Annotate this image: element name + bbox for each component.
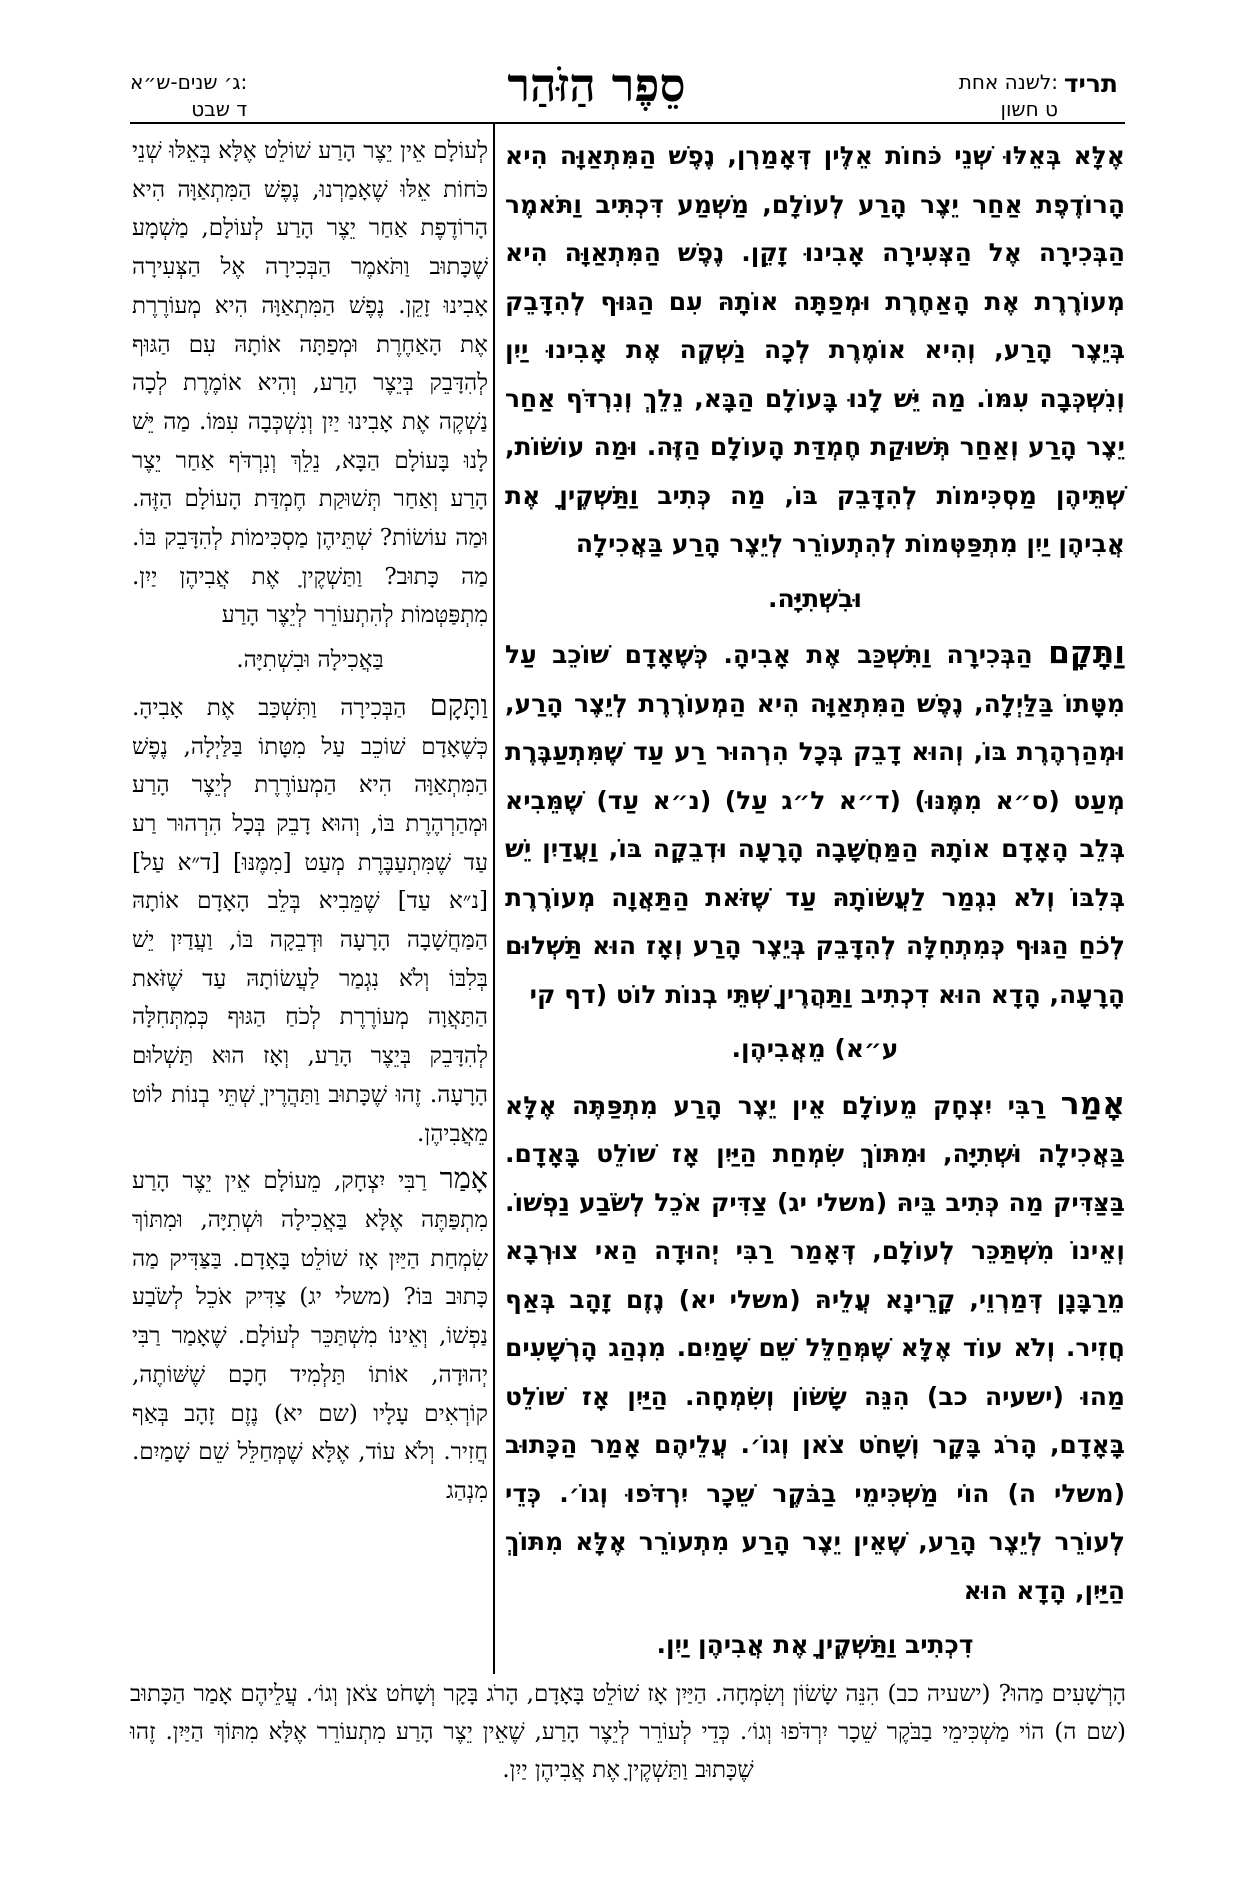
main-paragraph-2-end: ע״א) מֵאֲבִיהֶן. (731, 1034, 899, 1063)
translation-column-text (132, 132, 488, 1511)
side-paragraph (132, 1159, 488, 1510)
study-schedule-right-line2: ט חשון (1000, 97, 1058, 121)
main-paragraph-3-end: דִכְתִיב וַתַּשְׁקֶיןָ אֶת אֲבִיהֶן יַיִן. (656, 1630, 974, 1659)
side-paragraph-3-opening-word: אָמַר (439, 1161, 489, 1196)
side-paragraph-3: רַבִּי יִצְחָק, מֵעוֹלָם אֵין יֵצֶר הָרַע מִתְפַּתֶּה אֶלָּא בַּאֲכִילָה וּשְׁתִיָּה, וּמִתּוֹךְ שִׂמְחַת הַיַּיִן אָז שׁוֹלֵט בָּאָדָם. בַּצַּדִּיק מַה כָּתוּב בּוֹ? (משלי יג) צַדִּיק אֹכֵל לְשֹׂבַע נַפְשׁוֹ, וְאֵינוֹ מִשְׁתַּכֵּר לְעוֹלָם. שֶׁאָמַר רַבִּי יְהוּדָה, אוֹתוֹ תַּלְמִיד חָכָם שֶׁשּׁוֹתֶה, קוֹרְאִים עָלָיו (שם יא) נֶזֶם זָהָב בְּאַף חֲזִיר. וְלֹא עוֹד, אֶלָּא שֶׁמְּחַלֵּל שֵׁם שָׁמַיִם. מִנְהַג (132, 1168, 488, 1504)
side-paragraph (132, 132, 488, 635)
main-paragraph-2: הַבְּכִירָה וַתִּשְׁכַּב אֶת אָבִיהָ. כְּשֶׁאָדָם שׁוֹכֵב עַל מִטָּתוֹ בַּלַּיְלָה, נֶפֶשׁ הַמִּתְאַוָּה הִיא הַמְעוֹרֶרֶת לְיֵצֶר הָרַע, וּמְהַרְהֶרֶת בּוֹ, וְהוּא דָבֵק בְּכָל הִרְהוּר רַע עַד שֶׁמִּתְעַבֶּרֶת מְעַט (ס״א מִמֶּנּוּ) (ד״א ל״ג עַל) (נ״א עַד) שֶׁמֵּבִיא בְּלֵב הָאָדָם אוֹתָהּ הַמַּחֲשָׁבָה הָרָעָה וּדְבֵקָה בּוֹ, וַעֲדַיִן יֵשׁ בְּלִבּוֹ וְלֹא נִגְמַר לַעֲשׂוֹתָהּ עַד שֶׁזֹּאת הַתַּאֲוָה מְעוֹרֶרֶת לְכֹחַ הַגּוּף כְּמִתְחִלָּה לְהִדָּבֵק בְּיֵצֶר הָרַע וְאָז הוּא תַּשְׁלוּם הָרָעָה, הָדָא הוּא דִכְתִיב וַתַּהֲרֶיןָ שְׁתֵּי בְנוֹת לוֹט (דף קי (505, 640, 1125, 1009)
side-paragraph-2: הַבְּכִירָה וַתִּשְׁכַּב אֶת אָבִיהָ. כְּשֶׁאָדָם שׁוֹכֵב עַל מִטָּתוֹ בַּלַּיְלָה, נֶפֶשׁ הַמִּתְאַוָּה הִיא הַמְעוֹרֶרֶת לְיֵצֶר הָרַע וּמְהַרְהֶרֶת בּוֹ, וְהוּא דָבֵק בְּכָל הִרְהוּר רַע עַד שֶׁמִּתְעַבֶּרֶת מְעַט [מִמֶּנּוּ] [ד״א עַל] [נ״א עַד] שֶׁמֵּבִיא בְּלֵב הָאָדָם אוֹתָהּ הַמַּחֲשָׁבָה הָרָעָה וּדְבֵקָה בּוֹ, וַעֲדַיִן יֵשׁ בְּלִבּוֹ וְלֹא נִגְמַר לַעֲשׂוֹתָהּ עַד שֶׁזֹּאת הַתַּאֲוָה מְעוֹרֶרֶת לְכֹחַ הַגּוּף כְּמִתְּחִלָּה לְהִדָּבֵק בְּיֵצֶר הָרַע, וְאָז הוּא תַּשְׁלוּם הָרָעָה. זֶהוּ שֶׁכָּתוּב וַתַּהֲרֶיןָ שְׁתֵּי בְנוֹת לוֹט מֵאֲבִיהֶן. (132, 694, 488, 1147)
study-schedule-left-line2: ד שבט (191, 97, 248, 121)
page-number-hebrew: תריד (1063, 69, 1118, 98)
main-paragraph (505, 629, 1125, 1019)
main-paragraph-3-opening-word: אָמַר (1060, 1085, 1125, 1122)
side-paragraph (132, 686, 488, 1153)
side-paragraph-2-opening-word: וַתָּקָם (429, 687, 489, 722)
main-paragraph-2-opening-word: וַתָּקָם (1048, 635, 1125, 671)
main-paragraph-3: רַבִּי יִצְחָק מֵעוֹלָם אֵין יֵצֶר הָרַע מִתְפַּתֶּה אֶלָּא בַּאֲכִילָה וּשְׁתִיָּה, וּמִתּוֹךְ שִׂמְחַת הַיַּיִן אָז שׁוֹלֵט בָּאָדָם. בַּצַּדִּיק מַה כְּתִיב בֵּיהּ (משלי יג) צַדִּיק אֹכֵל לְשֹׂבַע נַפְשׁוֹ. וְאֵינוֹ מִשְׁתַּכֵּר לְעוֹלָם, דְּאָמַר רַבִּי יְהוּדָה הַאי צוּרְבָא מֵרַבָּנָן דְּמַרְוֵי, קָרֵינָא עֲלֵיהּ (משלי יא) נֶזֶם זָהָב בְּאַף חֲזִיר. וְלֹא עוֹד אֶלָּא שֶׁמְּחַלֵּל שֵׁם שָׁמַיִם. מִנְהַג הָרְשָׁעִים מַהוּ (ישעיה כב) הִנֵּה שָׂשׂוֹן וְשִׂמְחָה. הַיַּיִן אָז שׁוֹלֵט בָּאָדָם, הָרֹג בָּקָר וְשָׁחֹט צֹאן וְגוֹ׳. עֲלֵיהֶם אָמַר הַכָּתוּב (משלי ה) הוֹי מַשְׁכִּימֵי בַבֹּקֶר שֵׁכָר יִרְדֹּפוּ וְגוֹ׳. כְּדֵי לְעוֹרֵר לְיֵצֶר הָרַע, שֶׁאֵין יֵצֶר הָרַע מִתְעוֹרֵר אֶלָּא מִתּוֹךְ הַיַּיִן, הָדָא הוּא (505, 1090, 1125, 1605)
column-divider (493, 124, 495, 1674)
translation-continuation: הָרְשָׁעִים מַהוּ? (ישעיה כב) הִנֵּה שָׂשׂוֹן וְשִׂמְחָה. הַיַּיִן אָז שׁוֹלֵט בָּאָדָם, הָרֹג בָּקָר וְשָׁחֹט צֹאן וְגוֹ׳. עֲלֵיהֶם אָמַר הַכָּתוּב (שם ה) הוֹי מַשְׁכִּימֵי בַבֹּקֶר שֵׁכָר יִרְדֹּפוּ וְגוֹ׳. כְּדֵי לְעוֹרֵר לְיֵצֶר הָרַע, שֶׁאֵין יֵצֶר הָרַע מִתְעוֹרֵר אֶלָּא מִתּוֹךְ הַיַּיִן. זֶהוּ שֶׁכָּתוּב וַתַּשְׁקֶיןָ אֶת אֲבִיהֶן יַיִן. (130, 1681, 1126, 1783)
main-paragraph-1: אֶלָּא בְּאֵלּוּ שְׁנֵי כֹּחוֹת אֵלֶּין דְּאָמַרְן, נֶפֶשׁ הַמִּתְאַוָּה הִיא הָרוֹדֶפֶת אַחַר יֵצֶר הָרַע לְעוֹלָם, מַשְׁמַע דִּכְתִּיב וַתֹּאמֶר הַבְּכִירָה אֶל הַצְּעִירָה אָבִינוּ זָקֵן. נֶפֶשׁ הַמִּתְאַוָּה הִיא מְעוֹרֶרֶת אֶת הָאַחֶרֶת וּמְפַתָּה אוֹתָהּ עִם הַגּוּף לְהִדָּבֵק בְּיֵצֶר הָרַע, וְהִיא אוֹמֶרֶת לְכָה נַשְׁקֶה אֶת אָבִינוּ יַיִן וְנִשְׁכְּבָה עִמּוֹ. מַה יֵּשׁ לָנוּ בָּעוֹלָם הַבָּא, נֵלֵךְ וְנִרְדֹּף אַחַר יֵצֶר הָרַע וְאַחַר תְּשׁוּקַת חֶמְדַּת הָעוֹלָם הַזֶּה. וּמַה עוֹשׂוֹת, שְׁתֵּיהֶן מַסְכִּימוֹת לְהִדָּבֵק בּוֹ, מַה כְּתִיב וַתַּשְׁקֶיןָ אֶת אֲבִיהֶן יַיִן מִתְפַּטְּמוֹת לְהִתְעוֹרֵר לְיֵצֶר הָרַע בַּאֲכִילָה (505, 141, 1125, 558)
study-schedule-right-line1: לשנה אחת: (958, 70, 1058, 94)
side-paragraph-1-end: בַּאֲכִילָה וּבִשְׁתִיָּה. (236, 647, 384, 674)
main-column-text (505, 132, 1125, 1670)
study-schedule-left (130, 69, 247, 123)
book-title: סֵפֶר הַזֹּהַר (507, 58, 686, 112)
study-schedule-left-line1: ג׳ שנים-ש״א: (130, 70, 248, 94)
header-rule (130, 122, 1125, 124)
main-paragraph (505, 132, 1125, 569)
main-paragraph-1-end: וּבִשְׁתִיָּה. (768, 583, 862, 613)
side-paragraph-1: לְעוֹלָם אֵין יֵצֶר הָרַע שׁוֹלֵט אֶלָּא בְּאֵלּוּ שְׁנֵי כֹּחוֹת אֵלּוּ שֶׁאָמַרְנוּ, נֶפֶשׁ הַמִּתְאַוָּה הִיא הָרוֹדֶפֶת אַחַר יֵצֶר הָרַע לְעוֹלָם, מַשְׁמָע שֶׁכָּתוּב וַתֹּאמֶר הַבְּכִירָה אֶל הַצְּעִירָה אָבִינוּ זָקֵן. נֶפֶשׁ הַמִּתְאַוָּה הִיא מְעוֹרֶרֶת אֶת הָאַחֶרֶת וּמְפַתָּה אוֹתָהּ עִם הַגּוּף לְהִדָּבֵק בְּיֵצֶר הָרַע, וְהִיא אוֹמֶרֶת לְכָה נַשְׁקֶה אֶת אָבִינוּ יַיִן וְנִשְׁכְּבָה עִמּוֹ. מַה יֵּשׁ לָנוּ בָּעוֹלָם הַבָּא, נֵלֵךְ וְנִרְדֹּף אַחַר יֵצֶר הָרַע וְאַחַר תְּשׁוּקַת חֶמְדַּת הָעוֹלָם הַזֶּה. וּמַה עוֹשׂוֹת? שְׁתֵּיהֶן מַסְכִּימוֹת לְהִדָּבֵק בּוֹ. מַה כָּתוּב? וַתַּשְׁקֶיןָ אֶת אֲבִיהֶן יַיִן. מִתְפַּטְּמוֹת לְהִתְעוֹרֵר לְיֵצֶר הָרַע (132, 138, 488, 629)
main-paragraph (505, 1080, 1125, 1616)
